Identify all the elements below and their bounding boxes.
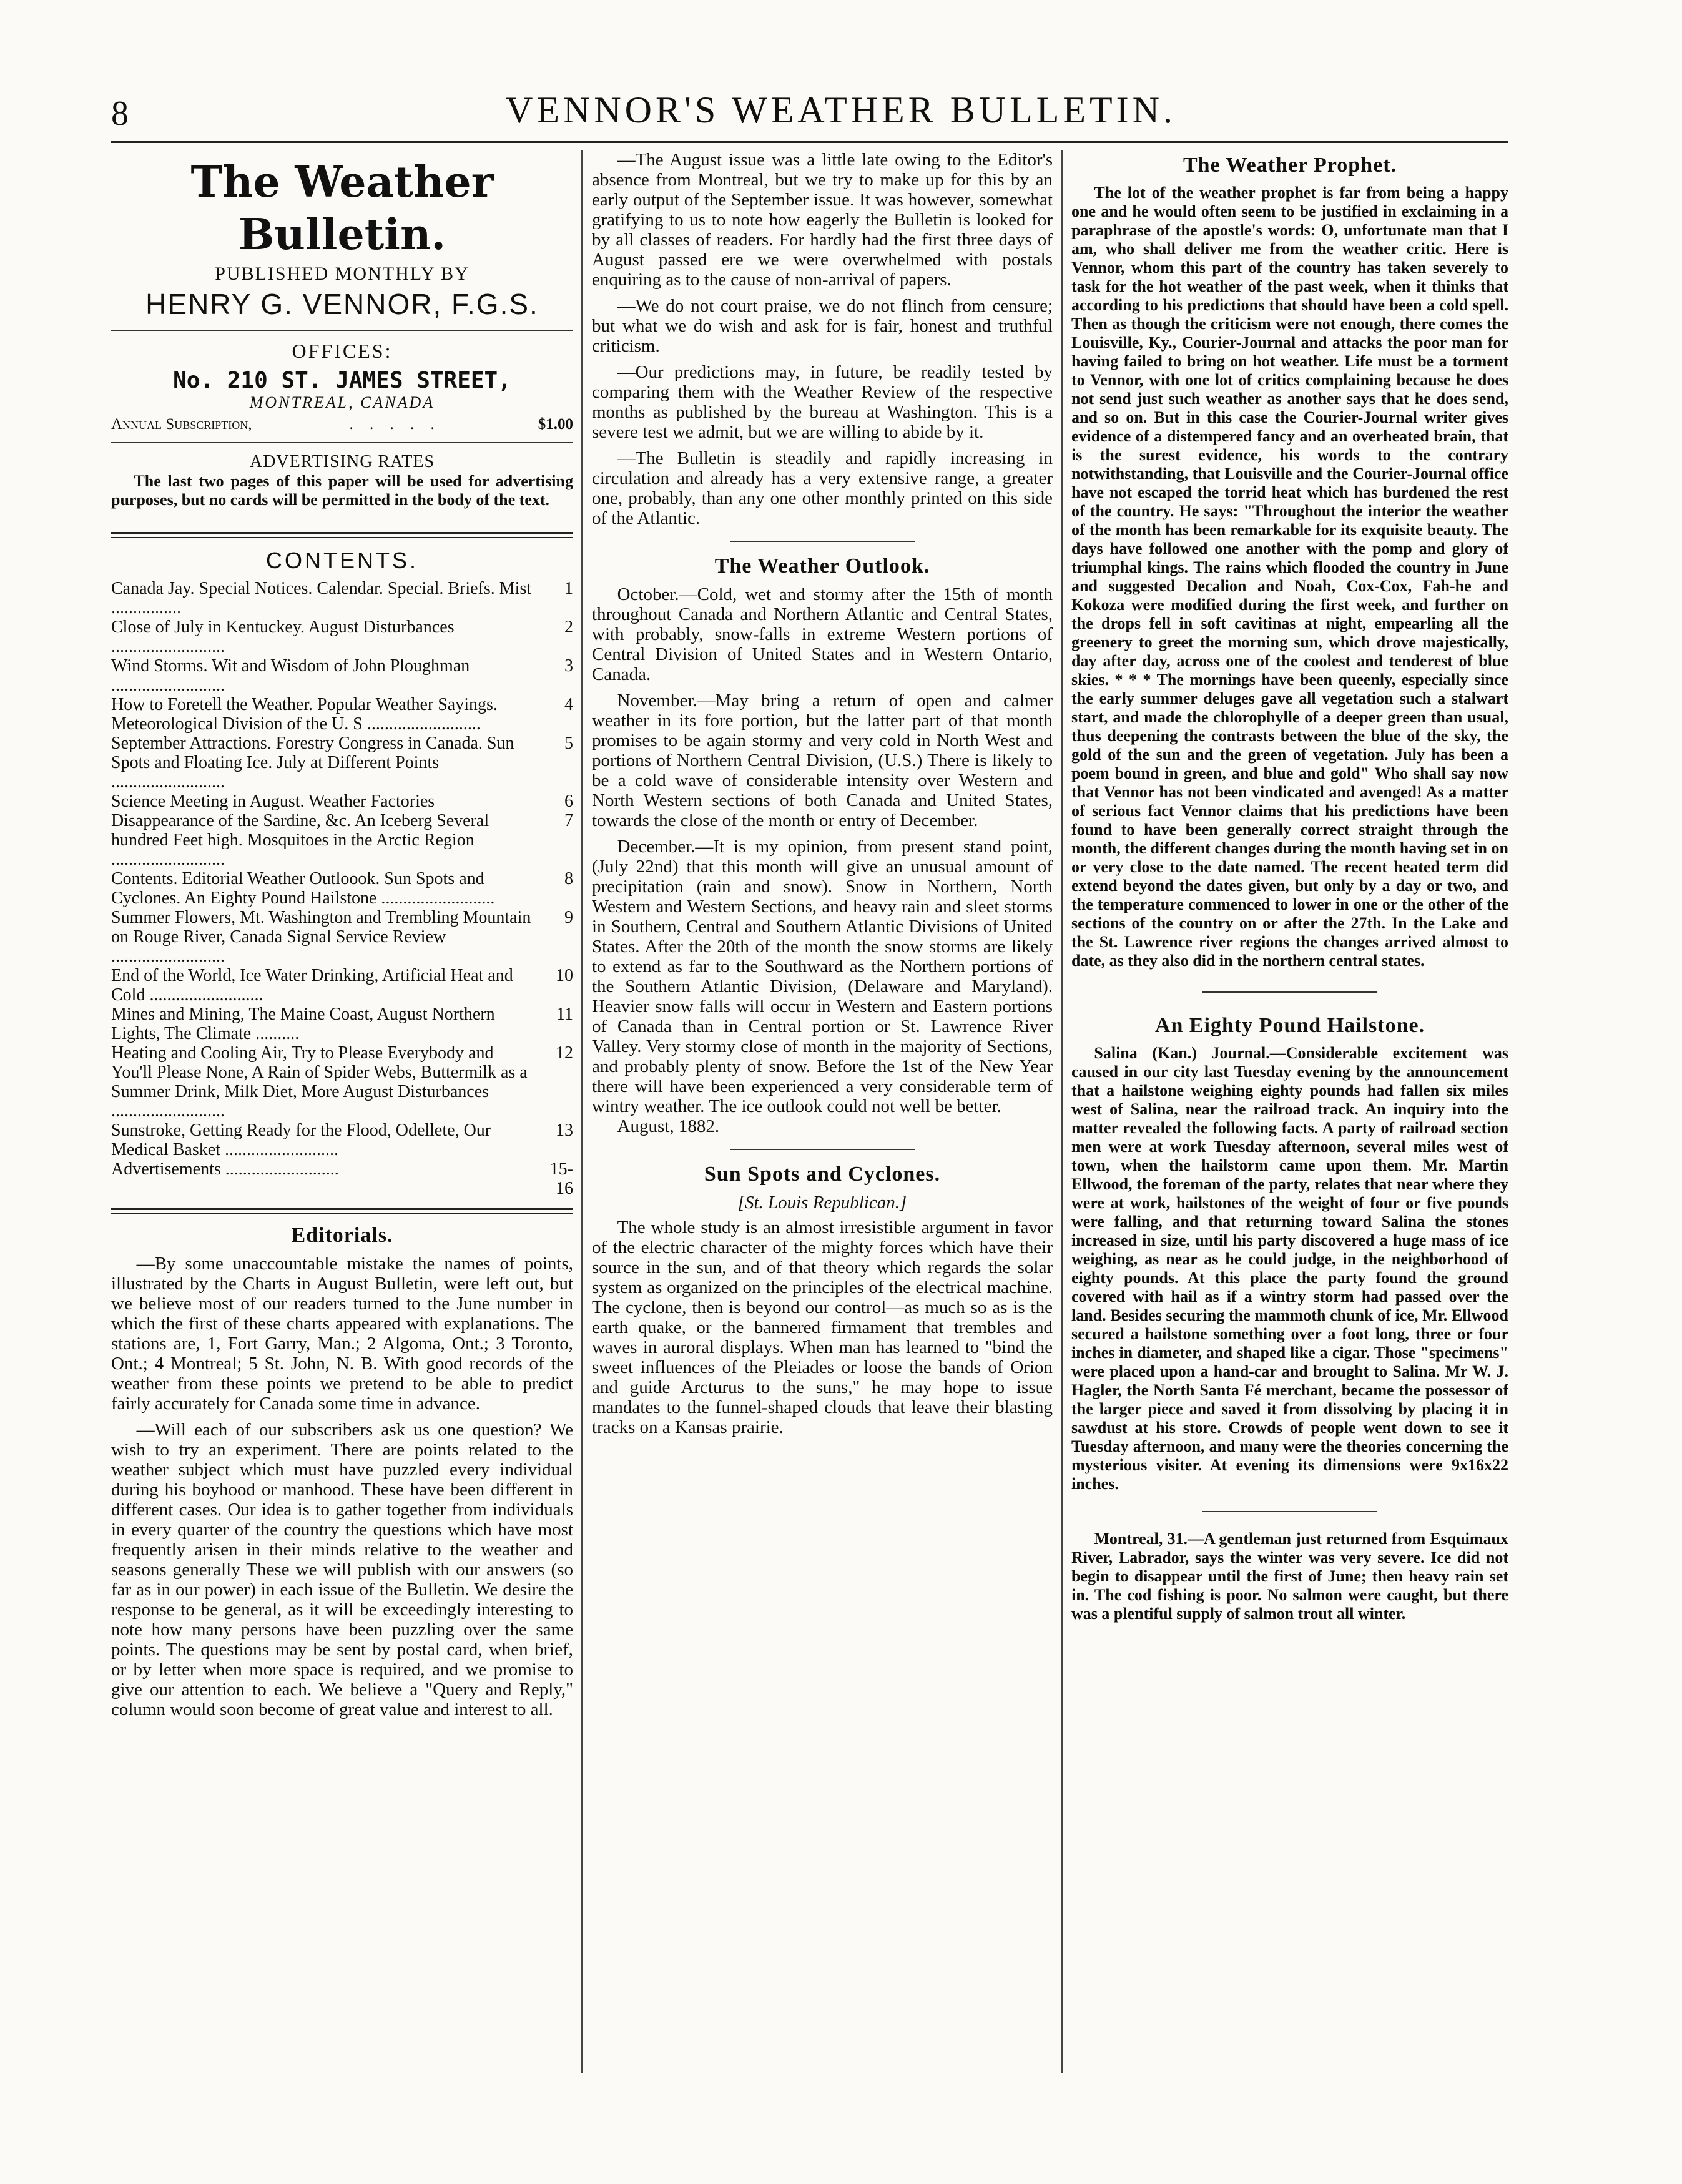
contents-item-page: 11 (556, 1005, 573, 1024)
contents-item-page: 4 (564, 695, 573, 714)
contents-item-page: 7 (564, 811, 573, 830)
outlook-november: November.—May bring a return of open and calmer weather in its fore portion, but the latter part of that month promises to be again stormy and very cold in North West and portions of Northern Central Division, (U.S.) There is likely to be a cold wave of considerable intensity over Western and North Western sections of both Canada and United States, towards the close of the month or entry of December. (592, 691, 1053, 830)
contents-item-page: 1 (564, 579, 573, 598)
contents-heading: CONTENTS. (265, 548, 418, 573)
contents-row (111, 1121, 573, 1159)
contents-item-title: How to Foretell the Weather. Popular Weather Sayings. Meteorological Division of the U. S .......................... (111, 695, 498, 734)
masthead-title: The Weather Bulletin. (190, 157, 494, 260)
contents-item-title: September Attractions. Forestry Congress in Canada. Sun Spots and Floating Ice. July at Different Points .......................... (111, 734, 514, 792)
contents-item-title: Sunstroke, Getting Ready for the Flood, Odellete, Our Medical Basket .......................... (111, 1121, 491, 1159)
column-divider-1 (581, 150, 583, 2073)
subscription-dots: . . . . . (349, 416, 441, 433)
subscription-price: $1.00 (538, 416, 573, 433)
outlook-date: August, 1882. (617, 1116, 720, 1136)
contents-item-title: Summer Flowers, Mt. Washington and Trembling Mountain on Rouge River, Canada Signal Service Review .......................... (111, 908, 531, 966)
montreal-text: Montreal, 31.—A gentleman just returned from Esquimaux River, Labrador, says the winter was very severe. Ice did not begin to disappear until the first of June; then heavy rain set in. The cod fishing is poor. No salmon were caught, but there was a plentiful supply of salmon trout all winter. (1071, 1530, 1508, 1623)
contents-item-page: 13 (556, 1121, 573, 1140)
contents-list (111, 579, 573, 1198)
prophet-heading: The Weather Prophet. (1183, 154, 1397, 177)
contents-row (111, 617, 573, 656)
contents-item-page: 6 (564, 792, 573, 811)
rule (111, 330, 573, 331)
contents-item-title: End of the World, Ice Water Drinking, Artificial Heat and Cold .......................... (111, 966, 513, 1005)
subscription-line (111, 416, 573, 433)
advertising-heading: ADVERTISING RATES (249, 452, 435, 471)
sunspots-heading: Sun Spots and Cyclones. (704, 1163, 941, 1186)
contents-item-page: 12 (556, 1043, 573, 1063)
column-3 (1071, 150, 1508, 1623)
contents-row (111, 1005, 573, 1043)
contents-item-page: 8 (564, 869, 573, 888)
contents-item-page: 10 (556, 966, 573, 985)
contents-item-page: 3 (564, 656, 573, 676)
contents-row (111, 811, 573, 869)
outlook-heading: The Weather Outlook. (714, 554, 930, 578)
col2-paragraph-4: —The Bulletin is steadily and rapidly increasing in circulation and already has a very extensive range, a greater one, probably, than any one other monthly printed on this side of the Atlantic. (592, 448, 1053, 528)
contents-item-title: Contents. Editorial Weather Outloook. Sun Spots and Cyclones. An Eighty Pound Hailstone .......................... (111, 869, 495, 908)
advertising-text: The last two pages of this paper will be used for advertising purposes, but no cards will be permitted in the body of the text. (111, 472, 573, 509)
col2-paragraph-2: —We do not court praise, we do not flinch from censure; but what we do wish and ask for is fair, honest and truthful criticism. (592, 296, 1053, 356)
contents-row (111, 734, 573, 792)
offices-label: OFFICES: (292, 340, 393, 362)
contents-row (111, 1159, 573, 1198)
published-line: PUBLISHED MONTHLY BY (215, 263, 470, 284)
contents-item-title: Wind Storms. Wit and Wisdom of John Ploughman .......................... (111, 656, 470, 695)
outlook-december: December.—It is my opinion, from present stand point, (July 22nd) that this month will give an unusual amount of precipitation (rain and snow). Snow in Northern, North Western and Western Sections, and heavy rain and sleet storms in Southern, Central and Southern Atlantic Divisions of United States. After the 20th of the month the snow storms are likely to extend as far to the Southward as the Northern portions of the Southern Atlantic Division, (Delaware and Maryland). Heavier snow falls will occur in Western and Eastern portions of Canada than in Central portion or St. Lawrence River Valley. Very stormy close of month in the majority of Sections, and probably plenty of snow. Before the 1st of the New Year there will have been experienced a very considerable term of wintry weather. The ice outlook could not well be better. (592, 837, 1053, 1116)
contents-item-page: 9 (564, 908, 573, 927)
contents-row (111, 656, 573, 695)
contents-row (111, 1043, 573, 1121)
double-rule (111, 1208, 573, 1214)
contents-item-page: 5 (564, 734, 573, 753)
contents-item-title: Canada Jay. Special Notices. Calendar. Special. Briefs. Mist ................ (111, 579, 532, 617)
contents-row (111, 695, 573, 734)
contents-item-title: Heating and Cooling Air, Try to Please Everybody and You'll Please None, A Rain of Spider Webs, Buttermilk as a Summer Drink, Milk Diet, More August Disturbances .......................... (111, 1043, 528, 1121)
editorials-heading: Editorials. (291, 1224, 393, 1247)
publisher-name: HENRY G. VENNOR, F.G.S. (145, 288, 539, 320)
column-divider-2 (1061, 150, 1063, 2073)
contents-row (111, 908, 573, 966)
sunspots-text: The whole study is an almost irresistible argument in favor of the electric character of the mighty forces which have their source in the sun, and of that theory which regards the solar system as organized on the principles of the electrical machine. The cyclone, then is beyond our control—as much so as is the earth quake, or the bannered firmament that trembles and waves in auroral displays. When man has learned to "bind the sweet influences of the Pleiades or loose the bands of Orion and guide Arcturus to the suns," he may hope to issue mandates to the funnel-shaped clouds that leave their blasting tracks on a Kansas prairie. (592, 1217, 1053, 1437)
col2-paragraph-1: —The August issue was a little late owing to the Editor's absence from Montreal, but we try to make up for this by an early output of the September issue. It was however, somewhat gratifying to us to note how eagerly the Bulletin is looked for by all classes of readers. For hardly had the first three days of August passed ere we were overwhelmed with postals enquiring as to the cause of non-arrival of papers. (592, 150, 1053, 290)
hailstone-text: Salina (Kan.) Journal.—Considerable excitement was caused in our city last Tuesday evening by the announcement that a hailstone weighing eighty pounds had fallen six miles west of Salina, near the railroad track. An inquiry into the matter revealed the following facts. A party of railroad section men were at work Tuesday afternoon, several miles west of town, when the hailstorm came upon them. Mr. Martin Ellwood, the foreman of the party, relates that near where they were at work, hailstones of the weight of four or five pounds were falling, and that returning toward Salina the stones increased in size, until his party discovered a huge mass of ice weighing, as near as he could judge, in the neighborhood of eighty pounds. At this place the party found the ground covered with hail as if a wintry storm had passed over the land. Besides securing the mammoth chunk of ice, Mr. Ellwood secured a hailstone something over a foot long, three or four inches in diameter, and shaped like a cigar. Those "specimens" were placed upon a hand-car and brought to Salina. Mr W. J. Hagler, the North Santa Fé merchant, became the possessor of the larger piece and saved it from dissolving by placing it in sawdust at his store. Crowds of people went down to see it Tuesday afternoon, and many were the theories concerning the mysterious visiter. At evening its dimensions were 9x16x22 inches. (1071, 1044, 1508, 1493)
contents-item-title: Science Meeting in August. Weather Factories (111, 792, 435, 811)
contents-item-title: Close of July in Kentuckey. August Disturbances .......................... (111, 617, 455, 656)
rule (730, 1149, 914, 1150)
office-city: MONTREAL, CANADA (249, 393, 435, 411)
contents-row (111, 966, 573, 1005)
hailstone-heading: An Eighty Pound Hailstone. (1154, 1014, 1425, 1037)
rule (730, 541, 914, 542)
rule (111, 442, 573, 443)
contents-item-page: 15-16 (549, 1159, 573, 1198)
contents-row (111, 579, 573, 617)
rule (1202, 991, 1377, 993)
col2-paragraph-3: —Our predictions may, in future, be readily tested by comparing them with the Weather Review of the respective months as published by the bureau at Washington. This is a severe test we admit, but we are willing to abide by it. (592, 362, 1053, 442)
column-1 (111, 150, 573, 1719)
rule (1202, 1511, 1377, 1512)
running-title: VENNOR'S WEATHER BULLETIN. (506, 89, 1176, 130)
contents-item-title: Advertisements .......................... (111, 1159, 339, 1179)
page-number: 8 (111, 94, 129, 133)
editorial-paragraph-1: —By some unaccountable mistake the names of points, illustrated by the Charts in August Bulletin, were left out, but we believe most of our readers turned to the June number in which the first of these charts appeared with explanations. The stations are, 1, Fort Garry, Man.; 2 Algoma, Ont.; 3 Toronto, Ont.; 4 Montreal; 5 St. John, N. B. With good records of the weather from these points we pretend to be able to predict fairly accurately for Canada some time in advance. (111, 1254, 573, 1414)
office-address: No. 210 ST. JAMES STREET, (173, 368, 511, 393)
subscription-label: Annual Subscription, (111, 416, 252, 433)
contents-row (111, 869, 573, 908)
double-rule (111, 532, 573, 538)
contents-item-title: Disappearance of the Sardine, &c. An Iceberg Several hundred Feet high. Mosquitoes in the Arctic Region .......................... (111, 811, 489, 869)
outlook-october: October.—Cold, wet and stormy after the 15th of month throughout Canada and Northern Atlantic and Central States, with probably, snow-falls in extreme Western portions of Central Division of United States and in Western Ontario, Canada. (592, 584, 1053, 684)
contents-item-page: 2 (564, 617, 573, 637)
prophet-text: The lot of the weather prophet is far from being a happy one and he would often seem to be justified in exclaiming in a paraphrase of the apostle's words: O, unfortunate man that I am, who shall deliver me from the weather critic. Here is Vennor, whom this part of the country has taken severely to task for the hot weather of the past week, when it thinks that according to his predictions that should have been a cold spell. Then as though the criticism were not enough, there comes the Louisville, Ky., Courier-Journal and attacks the poor man for having failed to bring on hot weather. Life must be a torment to Vennor, with one lot of critics complaining because he does not send just such weather as another says that he does send, and so on. But in this case the Courier-Journal writer gives evidence of a distempered fancy and an overheated brain, that is the surest evidence, his words to the contrary notwithstanding, that Louisville and the Courier-Journal office have not escaped the torrid heat which has burdened the rest of the country. He says: "Throughout the interior the weather of the month has been remarkable for its exquisite beauty. The days have followed one another with the pomp and glory of triumphal kings. The rains which flooded the country in June and suggested Decalion and Noah, Cox-Cox, Fah-he and Kokoza were modified during the first week, and further on the drops fell in soft cavitinas at night, empearling all the greenery to greet the morning sun, which drove majestically, day after day, across one of the coolest and tenderest of blue skies. * * * The mornings have been queenly, especially since the early summer deluges gave all vegetation such a stalwart start, and made the chlorophylle of a deeper green than usual, thus deepening the contrasts between the blue of the sky, the gold of the sun and the green of vegetation. July has been a poem bound in green, and blue and gold" Who shall say now that Vennor has not been vindicated and avenged! As a matter of serious fact Vennor claims that his predictions have been found to have been generally correct straight through the month, the different changes during the month having set in on or very close to the date named. The recent heated term did extend beyond the dates given, but only by a day or two, and the temperature commenced to lower in one or the other of the sections of the country on or after the 27th. In the Lake and the St. Lawrence river regions the changes arrived almost to date, as they also did in the northern central states. (1071, 184, 1508, 970)
top-rule (111, 141, 1508, 143)
column-2 (592, 150, 1053, 1437)
contents-row (111, 792, 573, 811)
contents-item-title: Mines and Mining, The Maine Coast, August Northern Lights, The Climate .......... (111, 1005, 495, 1043)
editorial-paragraph-2: —Will each of our subscribers ask us one question? We wish to try an experiment. There are points related to the weather subject which must have puzzled every individual during his boyhood or manhood. These have been different in different cases. Our idea is to gather together from individuals in every quarter of the country the questions which have most frequently arisen in their minds relative to the weather and seasons generally These we will publish with our answers (so far as in our power) in each issue of the Bulletin. We desire the response to be general, as it will be exceedingly interesting to note how many persons have been puzzling over the same points. The questions may be sent by postal card, when brief, or by letter when more space is required, and we promise to give our attention to each. We believe a "Query and Reply," column would soon become of great value and interest to all. (111, 1420, 573, 1719)
sunspots-source: [St. Louis Republican.] (737, 1193, 907, 1213)
